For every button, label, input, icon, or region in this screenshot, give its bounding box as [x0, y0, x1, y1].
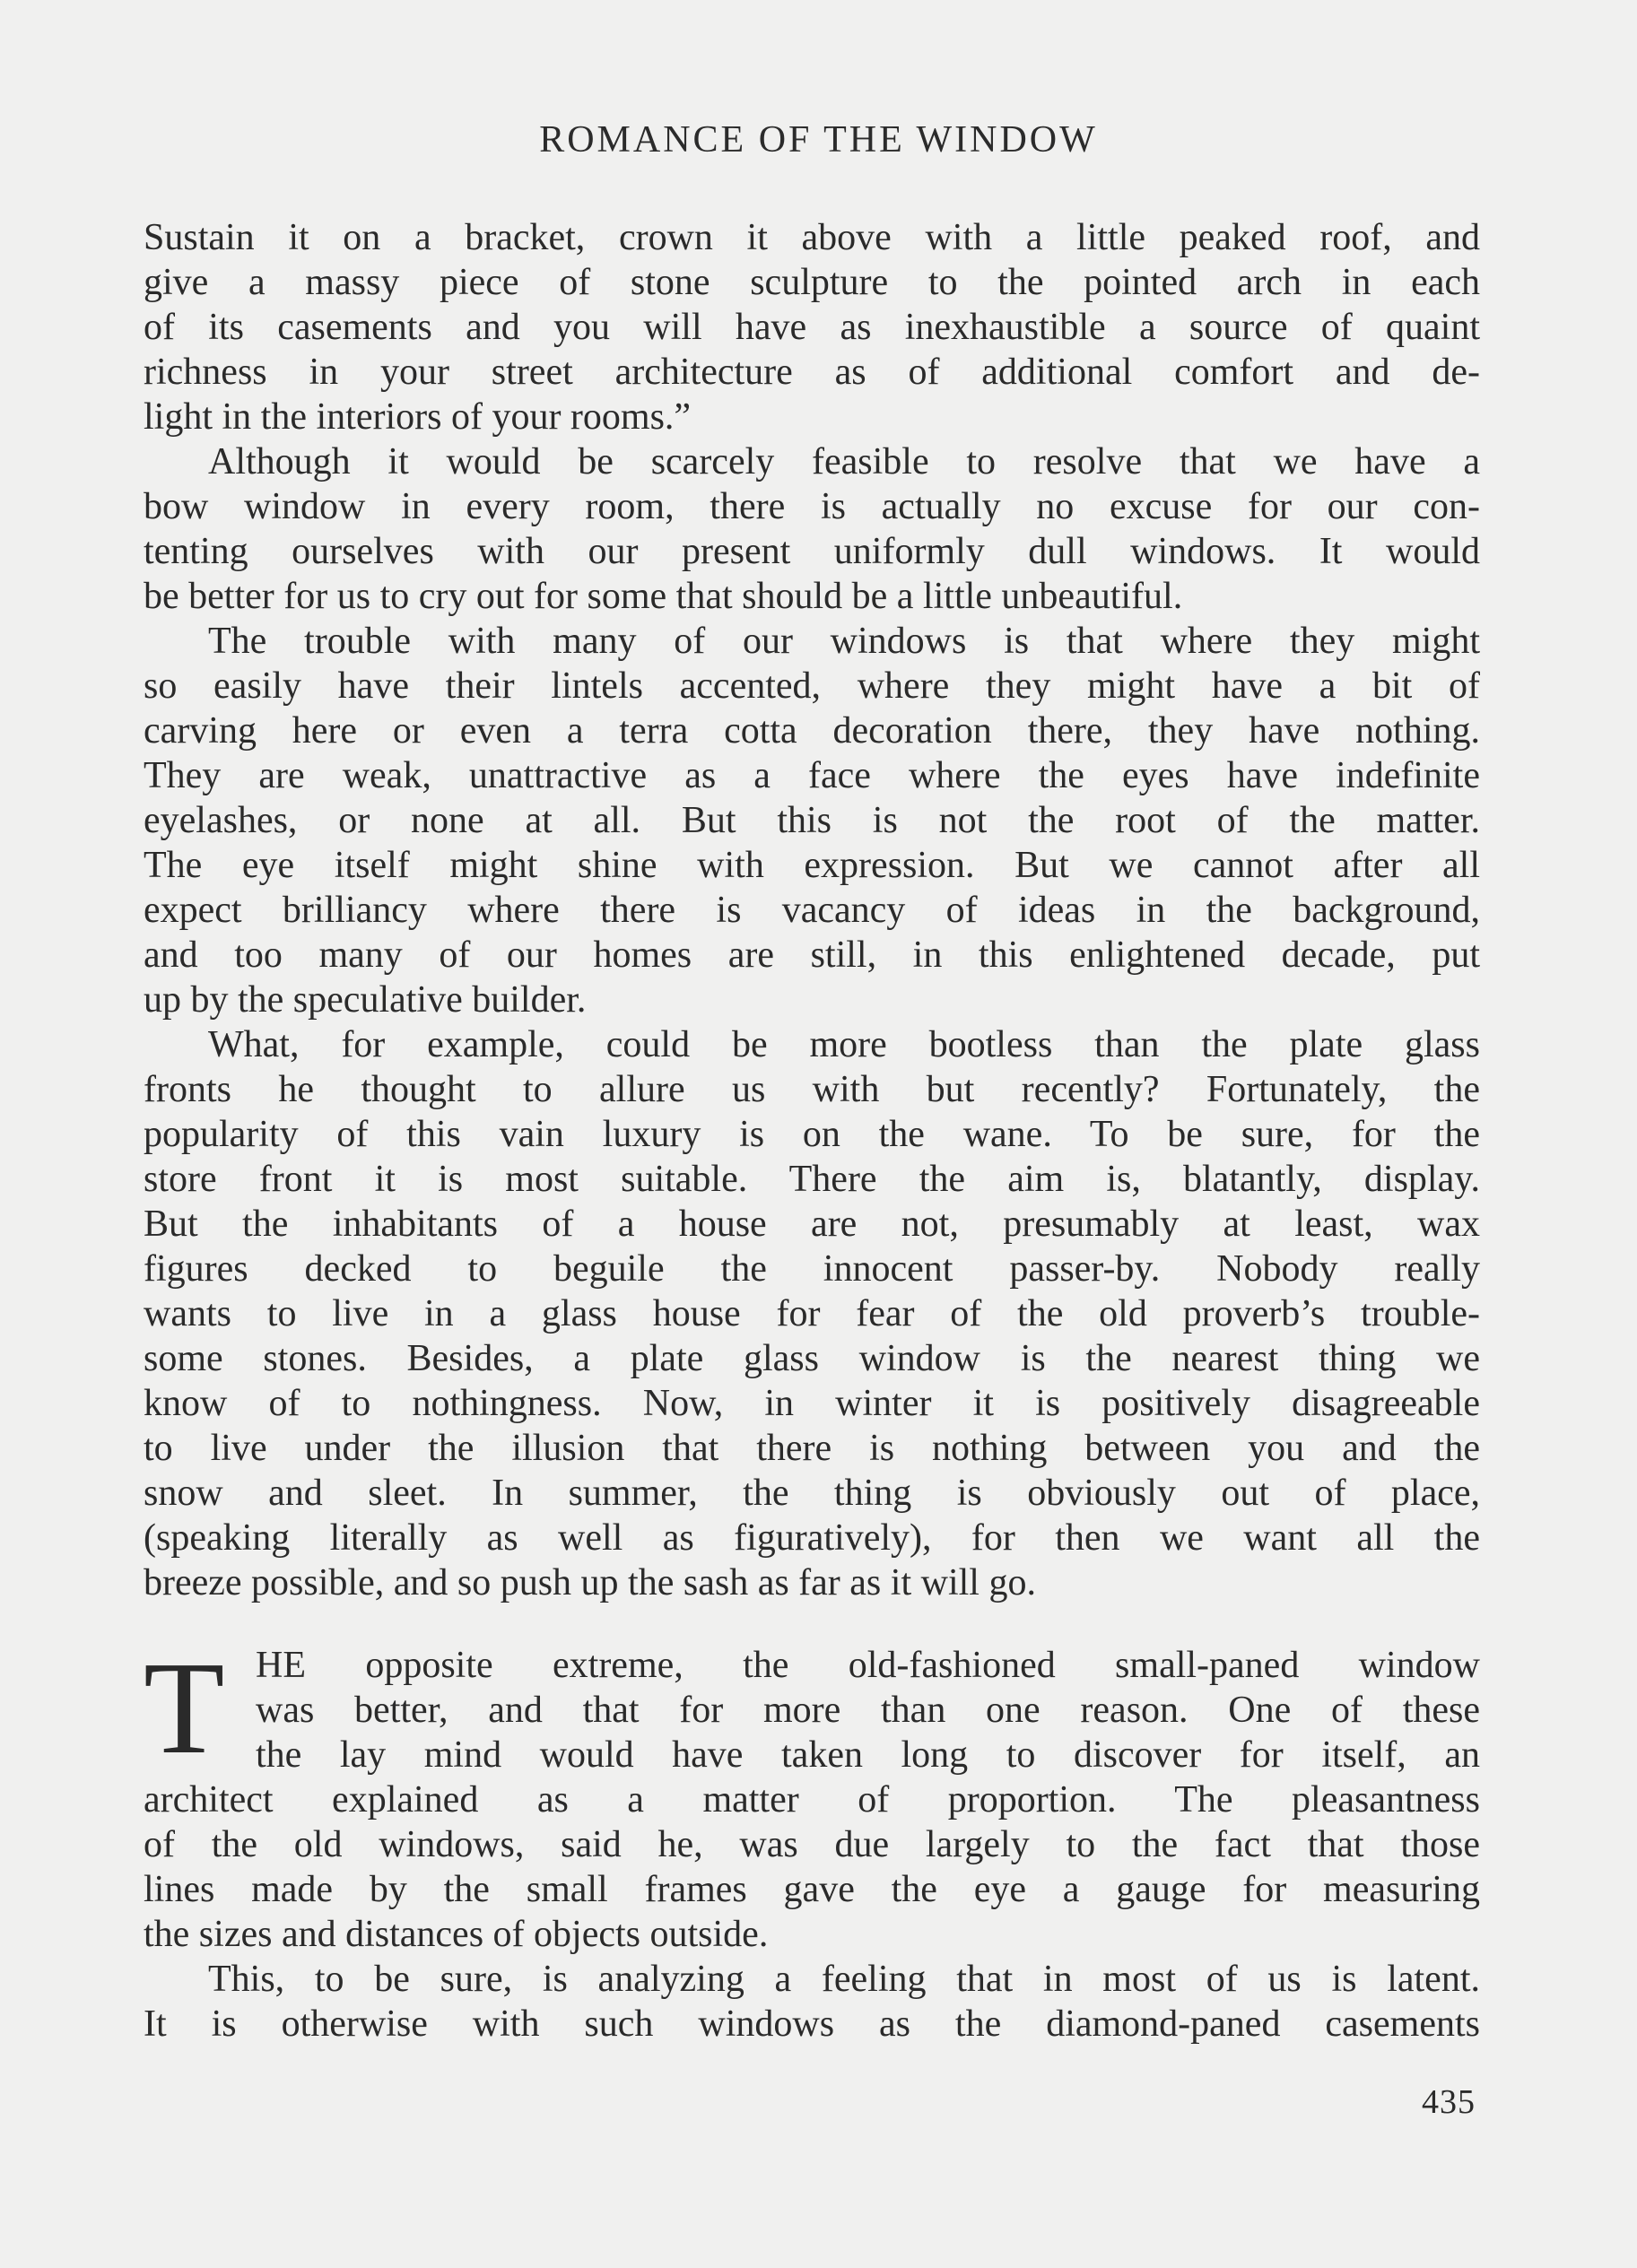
page-number: 435	[1422, 2083, 1476, 2121]
text-line: the sizes and distances of objects outside.	[144, 1914, 769, 1955]
text-line: Sustain it on a bracket, crown it above with a little peaked roof, and	[144, 217, 1480, 258]
text-line: (speaking literally as well as figuratively), for then we want all the	[144, 1517, 1480, 1559]
text-line: wants to live in a glass house for fear of the old proverb’s trouble-	[144, 1293, 1480, 1334]
text-line: tenting ourselves with our present uniformly dull windows. It would	[144, 531, 1480, 572]
text-line: to live under the illusion that there is nothing between you and the	[144, 1428, 1480, 1469]
text-line: breeze possible, and so push up the sash as far as it will go.	[144, 1562, 1036, 1603]
text-line: figures decked to beguile the innocent passer-by. Nobody really	[144, 1248, 1480, 1290]
text-line: The eye itself might shine with expression. But we cannot after all	[144, 845, 1480, 886]
paragraph	[144, 1957, 1480, 2046]
text-line: was better, and that for more than one reason. One of these	[256, 1690, 1480, 1731]
text-line: eyelashes, or none at all. But this is not the root of the matter.	[144, 800, 1480, 841]
text-line: and too many of our homes are still, in this enlightened decade, put	[144, 934, 1480, 976]
paragraph	[144, 1022, 1480, 1605]
text-line: up by the speculative builder.	[144, 979, 587, 1021]
body-text	[144, 215, 1480, 2046]
text-line: store front it is most suitable. There the aim is, blatantly, display.	[144, 1159, 1480, 1200]
text-line: snow and sleet. In summer, the thing is obviously out of place,	[144, 1473, 1480, 1514]
text-line: This, to be sure, is analyzing a feeling that in most of us is latent.	[208, 1959, 1480, 2000]
text-line: richness in your street architecture as of additional comfort and de-	[144, 352, 1480, 393]
text-line: bow window in every room, there is actually no excuse for our con-	[144, 486, 1480, 527]
text-line: so easily have their lintels accented, where they might have a bit of	[144, 665, 1480, 707]
drop-cap: T	[144, 1635, 225, 1782]
text-line: know of to nothingness. Now, in winter it is positively disagreeable	[144, 1383, 1480, 1424]
text-line: Although it would be scarcely feasible to resolve that we have a	[208, 441, 1480, 482]
text-line: some stones. Besides, a plate glass window is the nearest thing we	[144, 1338, 1480, 1379]
text-line: What, for example, could be more bootless than the plate glass	[208, 1024, 1480, 1065]
paragraph	[144, 215, 1480, 439]
paragraph	[144, 619, 1480, 1022]
text-line: be better for us to cry out for some that should be a little unbeautiful.	[144, 576, 1183, 617]
section-break	[144, 1605, 1480, 1643]
text-line: light in the interiors of your rooms.”	[144, 396, 692, 438]
text-line: of the old windows, said he, was due largely to the fact that those	[144, 1824, 1480, 1865]
text-line: fronts he thought to allure us with but recently? Fortunately, the	[144, 1069, 1480, 1110]
section-drop-cap-paragraph	[144, 1635, 1480, 1957]
text-line: architect explained as a matter of proportion. The pleasantness	[144, 1779, 1480, 1820]
text-line: popularity of this vain luxury is on the wane. To be sure, for the	[144, 1114, 1480, 1155]
text-line: the lay mind would have taken long to discover for itself, an	[256, 1734, 1480, 1776]
text-line: But the inhabitants of a house are not, presumably at least, wax	[144, 1204, 1480, 1245]
text-line: lines made by the small frames gave the eye a gauge for measuring	[144, 1869, 1480, 1910]
text-line: give a massy piece of stone sculpture to the pointed arch in each	[144, 262, 1480, 303]
text-line: expect brilliancy where there is vacancy of ideas in the background,	[144, 890, 1480, 931]
text-line: It is otherwise with such windows as the diamond-paned casements	[144, 2003, 1480, 2045]
running-head: ROMANCE OF THE WINDOW	[539, 119, 1098, 161]
text-line: The trouble with many of our windows is that where they might	[208, 621, 1480, 662]
text-line: They are weak, unattractive as a face where the eyes have indefinite	[144, 755, 1480, 796]
text-line: HE opposite extreme, the old-fashioned small-paned window	[256, 1645, 1480, 1686]
text-line: carving here or even a terra cotta decoration there, they have nothing.	[144, 710, 1480, 752]
paragraph	[144, 439, 1480, 619]
text-line: of its casements and you will have as inexhaustible a source of quaint	[144, 307, 1480, 348]
